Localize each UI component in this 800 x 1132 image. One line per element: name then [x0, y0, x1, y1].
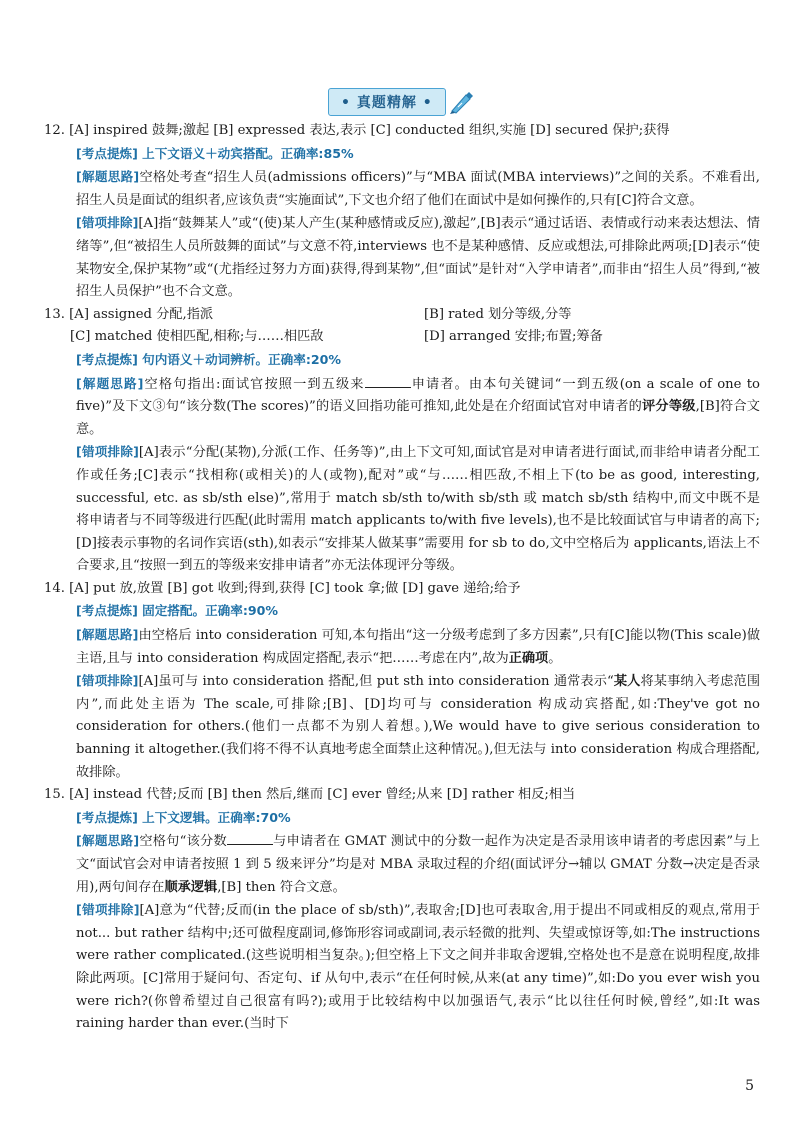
q15-kp-text: 上下文逻辑。正确率:70%: [142, 809, 291, 825]
q12-jt-text: 空格处考查“招生人员(admissions officers)”与“MBA 面试(MBA interviews)”之间的关系。不难看出,招生人员是面试的组织者,应该负责“实施面试”,下文也介绍了他们在面试中是如何操作的,只有[C]符合文意。: [76, 170, 760, 208]
q14-cx-text-2: 将某事纳入考虑范围内”,而此处主语为 The scale,可排除;[B]、[D]均可与 consideration 构成动宾搭配,如:They've got no consideration for others.(他们一点都不为别人着想。),We would have to give serious consideration to banning it altogether.(我们将不得不认真地考虑全面禁止这种情况。),但无法与 into consideration 构成合理搭配,故排除。: [76, 674, 761, 780]
q13-kp-tag: [考点提炼]: [76, 351, 138, 367]
q13-jt-text-3: ,[B]符合文意。: [76, 399, 760, 437]
q14-jt-text-2: 。: [548, 650, 562, 666]
q14-jt-tag: [解题思路]: [76, 627, 139, 643]
q13-solution: [44, 373, 760, 442]
q13-elimination: [44, 441, 760, 578]
q14-elimination: [44, 670, 760, 784]
q15-solution: [44, 830, 760, 899]
q12-keypoint: [44, 143, 760, 167]
q14-cx-tag: [错项排除]: [76, 673, 139, 689]
banner-title: • 真题精解 •: [328, 88, 446, 116]
q15-keypoint: [44, 807, 760, 831]
blank-line: [227, 832, 273, 845]
q14-kp-text: 固定搭配。正确率:90%: [142, 603, 279, 619]
q12-elimination: [44, 212, 760, 303]
q13-opt-d: [D] arranged 安排;布置;筹备: [424, 329, 603, 345]
q15-jt-tag: [解题思路]: [76, 833, 140, 849]
q13-keypoint: [44, 349, 760, 373]
q13-kp-text: 句内语义＋动词辨析。正确率:20%: [142, 351, 341, 367]
q13-jt-tag: [解题思路]: [76, 375, 144, 391]
q15-jt-text-3: ,[B] then 符合文意。: [217, 879, 346, 895]
q12-options: 12. [A] inspired 鼓舞;激起 [B] expressed 表达,表示 [C] conducted 组织,实施 [D] secured 保护;获得: [44, 123, 670, 138]
q12-cx-tag: [错项排除]: [76, 215, 139, 231]
q15-options: 15. [A] instead 代替;反而 [B] then 然后,继而 [C] ever 曾经;从来 [D] rather 相反;相当: [44, 787, 576, 803]
q12-jt-tag: [解题思路]: [76, 169, 140, 185]
q13-jt-text-2: 申请者。由本句关键词“一到五级(on a scale of one to five)”及下文③句“该分数(The scores)”的语义回指功能可推知,此处是在介绍面试官对申请者的: [76, 376, 760, 415]
q13-jt-bold: 评分等级: [642, 399, 696, 415]
q15-cx-tag: [错项排除]: [76, 902, 140, 918]
blank-line: [365, 375, 411, 388]
pen-icon: [448, 89, 474, 115]
q13-options-row-2: [44, 326, 760, 349]
q13-cx-text: [A]表示“分配(某物),分派(工作、任务等)”,由上下文可知,面试官是对申请者进行面试,而非给申请者分配工作或任务;[C]表示“找相称(或相关)的人(或物),配对”或“与……相匹敌,不相上下(to be as good, interesting, successful, etc. as sb/sth else)”,常用于 match sb/sth to/with sb/sth 或 match sb/sth 结构中,而文中既不是将申请者与不同等级进行匹配(此时需用 match applicants to/with five levels),也不是比较面试官与申请者的高下;[D]接表示事物的名词作宾语(sth),如表示“安排某人做某事”需要用 for sb to do,文中空格后为 applicants,语法上不合要求,且“按照一到五的等级来安排申请者”亦无法体现评分等级。: [76, 445, 760, 574]
q14-kp-tag: [考点提炼]: [76, 603, 138, 619]
section-banner: [328, 88, 474, 116]
q15-jt-bold: 顺承逻辑: [164, 879, 218, 895]
q15-kp-tag: [考点提炼]: [76, 809, 138, 825]
q13-opt-c: [C] matched 使相匹配,相称;与……相匹敌: [70, 329, 324, 345]
q15-cx-text: [A]意为“代替;反而(in the place of sb/sth)”,表取舍;[D]也可表取舍,用于提出不同或相反的观点,常用于 not... but rather 结构中;还可做程度副词,修饰形容词或副词,表示轻微的批判、失望或惊讶等,如:The instructions were rather complicated.(这些说明相当复杂。);但空格上下文之间并非取舍逻辑,空格处也不是意在说明程度,故排除此两项。[C]常用于疑问句、否定句、if 从句中,表示“在任何时候,从来(at any time)”,如:Do you ever wish you were rich?(你曾希望过自己很富有吗?);或用于比较结构中以加强语气,表示“比以往任何时候,曾经”,如:It was raining harder than ever.(当时下: [76, 903, 761, 1032]
q13-jt-text-1: 空格句指出:面试官按照一到五级来: [143, 376, 365, 392]
q12-cx-text: [A]指“鼓舞某人”或“(使)某人产生(某种感情或反应),激起”,[B]表示“通过话语、表情或行动来表达想法、情绪等”,但“被招生人员所鼓舞的面试”与文意不符,interviews 也不是某种感情、反应或想法,可排除此两项;[D]表示“使某物安全,保护某物”或“(尤指经过努力方面)获得,得到某物”,但“面试”是针对“入学申请者”,而非由“招生人员”得到,“被招生人员保护”也不合文意。: [76, 216, 760, 300]
q15-jt-text-1: 空格句“该分数: [139, 834, 227, 850]
q14-keypoint: [44, 600, 760, 624]
page-number: 5: [745, 1078, 754, 1094]
q12-kp-tag: [考点提炼]: [76, 145, 138, 161]
q13-opt-a: 13. [A] assigned 分配,指派: [44, 306, 214, 322]
q14-cx-bold: 某人: [613, 674, 641, 690]
q14-cx-text-1: [A]虽可与 into consideration 搭配,但 put sth into consideration 通常表示“: [138, 674, 614, 690]
q14-options: 14. [A] put 放,放置 [B] got 收到;得到,获得 [C] took 拿;做 [D] gave 递给;给予: [44, 580, 521, 596]
q13-options-row-1: [44, 304, 760, 327]
q14-jt-text-1: 由空格后 into consideration 可知,本句指出“这一分级考虑到了多方因素”,只有[C]能以物(This scale)做主语,且与 into consideration 构成固定搭配,表示“把……考虑在内”,故为: [76, 628, 761, 666]
q13-cx-tag: [错项排除]: [76, 444, 139, 460]
q15-jt-text-2: 与申请者在 GMAT 测试中的分数一起作为决定是否录用该申请者的考虑因素”与上文“面试官会对申请者按照 1 到 5 级来评分”均是对 MBA 录取过程的介绍(面试评分→辅以 GMAT 分数→决定是否录用),两句间存在: [76, 834, 760, 895]
q15-elimination: [44, 899, 760, 1036]
q13-opt-b: [B] rated 划分等级,分等: [424, 306, 572, 322]
q12-kp-text: 上下文语义＋动宾搭配。正确率:85%: [142, 145, 354, 161]
content: [44, 120, 760, 1036]
q14-solution: [44, 624, 760, 670]
q12-solution: [44, 166, 760, 212]
q14-jt-bold: 正确项: [508, 650, 549, 666]
